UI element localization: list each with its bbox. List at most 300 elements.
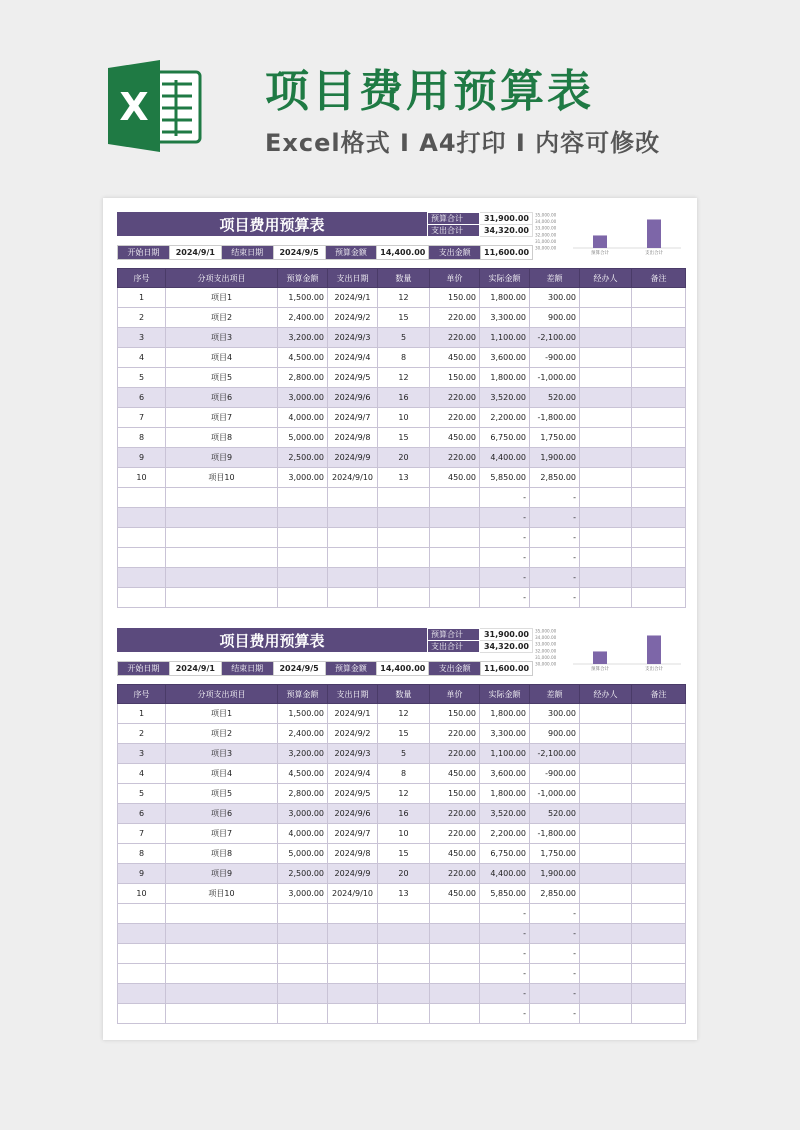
table-cell[interactable] (378, 548, 430, 568)
table-cell[interactable]: 项目10 (166, 884, 278, 904)
table-cell[interactable]: 10 (118, 468, 166, 488)
table-cell[interactable] (580, 884, 632, 904)
table-cell[interactable]: 220.00 (430, 328, 480, 348)
table-cell[interactable]: 4 (118, 348, 166, 368)
table-cell[interactable] (580, 804, 632, 824)
table-cell[interactable] (378, 528, 430, 548)
table-cell[interactable]: - (530, 924, 580, 944)
table-cell[interactable]: 5 (378, 744, 430, 764)
table-cell[interactable]: 1,100.00 (480, 744, 530, 764)
table-cell[interactable]: 7 (118, 824, 166, 844)
table-cell[interactable]: -900.00 (530, 348, 580, 368)
table-cell[interactable]: - (530, 548, 580, 568)
table-cell[interactable]: 450.00 (430, 468, 480, 488)
table-cell[interactable] (632, 764, 686, 784)
table-cell[interactable] (580, 308, 632, 328)
table-cell[interactable]: 20 (378, 864, 430, 884)
table-cell[interactable] (580, 784, 632, 804)
table-cell[interactable]: - (530, 568, 580, 588)
table-cell[interactable]: 项目1 (166, 704, 278, 724)
table-cell[interactable]: 2024/9/2 (328, 724, 378, 744)
table-cell[interactable] (580, 468, 632, 488)
table-cell[interactable] (328, 508, 378, 528)
table-cell[interactable] (632, 804, 686, 824)
table-cell[interactable]: -1,800.00 (530, 408, 580, 428)
table-cell[interactable] (166, 588, 278, 608)
table-cell[interactable] (580, 904, 632, 924)
table-cell[interactable] (430, 924, 480, 944)
table-cell[interactable]: 2,400.00 (278, 308, 328, 328)
table-cell[interactable]: - (530, 904, 580, 924)
table-cell[interactable] (328, 528, 378, 548)
table-cell[interactable]: 1 (118, 704, 166, 724)
table-cell[interactable]: 2024/9/3 (328, 744, 378, 764)
table-cell[interactable] (278, 1004, 328, 1024)
table-cell[interactable]: - (530, 984, 580, 1004)
table-cell[interactable]: 15 (378, 844, 430, 864)
table-cell[interactable]: - (480, 508, 530, 528)
table-cell[interactable]: 300.00 (530, 704, 580, 724)
table-cell[interactable]: 150.00 (430, 368, 480, 388)
table-cell[interactable]: 1 (118, 288, 166, 308)
table-cell[interactable]: 2024/9/6 (328, 804, 378, 824)
table-cell[interactable]: - (530, 944, 580, 964)
table-cell[interactable]: -900.00 (530, 764, 580, 784)
table-cell[interactable]: 2024/9/7 (328, 824, 378, 844)
table-cell[interactable]: 3,300.00 (480, 308, 530, 328)
table-cell[interactable] (632, 984, 686, 1004)
table-cell[interactable] (580, 864, 632, 884)
table-cell[interactable] (430, 944, 480, 964)
table-cell[interactable]: 1,500.00 (278, 288, 328, 308)
table-cell[interactable]: 2024/9/10 (328, 468, 378, 488)
table-cell[interactable]: 项目5 (166, 368, 278, 388)
table-cell[interactable] (632, 588, 686, 608)
table-cell[interactable]: 2,850.00 (530, 468, 580, 488)
table-cell[interactable]: 1,750.00 (530, 428, 580, 448)
table-cell[interactable]: 5,000.00 (278, 428, 328, 448)
table-cell[interactable]: - (530, 488, 580, 508)
table-cell[interactable]: 4,500.00 (278, 764, 328, 784)
table-cell[interactable]: - (480, 964, 530, 984)
table-cell[interactable] (328, 1004, 378, 1024)
table-cell[interactable] (580, 964, 632, 984)
table-cell[interactable] (632, 408, 686, 428)
table-cell[interactable]: 7 (118, 408, 166, 428)
table-cell[interactable] (378, 588, 430, 608)
table-cell[interactable] (166, 944, 278, 964)
table-cell[interactable]: -1,800.00 (530, 824, 580, 844)
table-cell[interactable] (632, 508, 686, 528)
table-cell[interactable] (118, 904, 166, 924)
table-cell[interactable]: 10 (378, 824, 430, 844)
table-cell[interactable] (430, 508, 480, 528)
table-cell[interactable]: 6,750.00 (480, 428, 530, 448)
table-cell[interactable]: 3,000.00 (278, 468, 328, 488)
table-cell[interactable]: 1,500.00 (278, 704, 328, 724)
table-cell[interactable]: 13 (378, 468, 430, 488)
table-cell[interactable] (166, 924, 278, 944)
table-cell[interactable] (580, 528, 632, 548)
table-cell[interactable]: 1,800.00 (480, 368, 530, 388)
table-cell[interactable] (632, 704, 686, 724)
table-cell[interactable]: 4,400.00 (480, 448, 530, 468)
table-cell[interactable] (166, 984, 278, 1004)
table-cell[interactable] (378, 984, 430, 1004)
table-cell[interactable]: 8 (378, 348, 430, 368)
table-cell[interactable]: 2024/9/1 (328, 704, 378, 724)
table-cell[interactable] (378, 508, 430, 528)
table-cell[interactable] (580, 368, 632, 388)
table-cell[interactable]: 2024/9/6 (328, 388, 378, 408)
table-cell[interactable] (430, 984, 480, 1004)
table-cell[interactable]: 220.00 (430, 744, 480, 764)
table-cell[interactable] (580, 408, 632, 428)
table-cell[interactable] (166, 548, 278, 568)
table-cell[interactable] (430, 588, 480, 608)
table-cell[interactable]: -2,100.00 (530, 744, 580, 764)
table-cell[interactable]: 2 (118, 308, 166, 328)
table-cell[interactable] (166, 964, 278, 984)
table-cell[interactable] (430, 1004, 480, 1024)
table-cell[interactable]: 220.00 (430, 804, 480, 824)
table-cell[interactable]: - (480, 1004, 530, 1024)
table-cell[interactable]: 5 (378, 328, 430, 348)
table-cell[interactable] (632, 308, 686, 328)
table-cell[interactable] (166, 568, 278, 588)
table-cell[interactable]: - (480, 528, 530, 548)
table-cell[interactable]: 6 (118, 804, 166, 824)
summary-value[interactable]: 31,900.00 (480, 213, 533, 225)
table-cell[interactable]: 5 (118, 368, 166, 388)
table-cell[interactable] (278, 964, 328, 984)
start-date-value[interactable]: 2024/9/1 (169, 662, 221, 676)
table-cell[interactable] (328, 548, 378, 568)
table-cell[interactable]: 2024/9/9 (328, 864, 378, 884)
table-cell[interactable] (278, 944, 328, 964)
table-cell[interactable]: 4,500.00 (278, 348, 328, 368)
table-cell[interactable] (580, 488, 632, 508)
table-cell[interactable]: - (530, 1004, 580, 1024)
table-cell[interactable] (118, 528, 166, 548)
table-cell[interactable]: 16 (378, 388, 430, 408)
table-cell[interactable] (580, 704, 632, 724)
table-cell[interactable] (378, 1004, 430, 1024)
table-cell[interactable] (278, 508, 328, 528)
table-cell[interactable]: 项目9 (166, 864, 278, 884)
spend-amount-value[interactable]: 11,600.00 (481, 246, 533, 260)
table-cell[interactable] (430, 548, 480, 568)
table-cell[interactable]: 15 (378, 308, 430, 328)
table-cell[interactable] (580, 568, 632, 588)
table-cell[interactable]: - (530, 508, 580, 528)
table-cell[interactable]: 3 (118, 328, 166, 348)
table-cell[interactable] (378, 568, 430, 588)
table-cell[interactable] (580, 764, 632, 784)
table-cell[interactable]: 12 (378, 288, 430, 308)
table-cell[interactable] (580, 844, 632, 864)
table-cell[interactable] (278, 488, 328, 508)
table-cell[interactable] (278, 528, 328, 548)
table-cell[interactable]: 4,400.00 (480, 864, 530, 884)
table-cell[interactable]: 220.00 (430, 724, 480, 744)
table-cell[interactable] (632, 488, 686, 508)
table-cell[interactable] (118, 508, 166, 528)
table-cell[interactable] (632, 904, 686, 924)
table-cell[interactable] (580, 448, 632, 468)
table-cell[interactable]: 1,800.00 (480, 784, 530, 804)
table-cell[interactable]: 3 (118, 744, 166, 764)
table-cell[interactable]: 项目4 (166, 764, 278, 784)
table-cell[interactable] (580, 348, 632, 368)
table-cell[interactable]: 9 (118, 448, 166, 468)
table-cell[interactable]: - (480, 488, 530, 508)
table-cell[interactable] (278, 548, 328, 568)
table-cell[interactable] (580, 984, 632, 1004)
table-cell[interactable] (118, 924, 166, 944)
table-cell[interactable]: 项目2 (166, 308, 278, 328)
table-cell[interactable]: 4,000.00 (278, 408, 328, 428)
table-cell[interactable]: 220.00 (430, 388, 480, 408)
table-cell[interactable]: 8 (118, 428, 166, 448)
table-cell[interactable]: 9 (118, 864, 166, 884)
table-cell[interactable]: - (480, 904, 530, 924)
table-cell[interactable]: 450.00 (430, 348, 480, 368)
table-cell[interactable] (166, 904, 278, 924)
table-cell[interactable] (278, 588, 328, 608)
summary-value[interactable]: 34,320.00 (480, 225, 533, 237)
table-cell[interactable] (118, 568, 166, 588)
table-cell[interactable]: 12 (378, 784, 430, 804)
table-cell[interactable]: 项目3 (166, 744, 278, 764)
table-cell[interactable] (632, 1004, 686, 1024)
table-cell[interactable]: 3,000.00 (278, 884, 328, 904)
table-cell[interactable] (632, 448, 686, 468)
table-cell[interactable]: -2,100.00 (530, 328, 580, 348)
table-cell[interactable]: 3,200.00 (278, 744, 328, 764)
table-cell[interactable]: 项目3 (166, 328, 278, 348)
table-cell[interactable]: 10 (118, 884, 166, 904)
table-cell[interactable]: 8 (378, 764, 430, 784)
table-cell[interactable]: 项目8 (166, 428, 278, 448)
table-cell[interactable] (378, 964, 430, 984)
table-cell[interactable]: 3,600.00 (480, 348, 530, 368)
table-cell[interactable]: 项目9 (166, 448, 278, 468)
table-cell[interactable]: 220.00 (430, 448, 480, 468)
table-cell[interactable] (378, 488, 430, 508)
summary-value[interactable]: 34,320.00 (480, 641, 533, 653)
table-cell[interactable]: - (480, 568, 530, 588)
table-cell[interactable]: 2024/9/4 (328, 348, 378, 368)
table-cell[interactable]: 1,900.00 (530, 864, 580, 884)
table-cell[interactable]: 3,520.00 (480, 804, 530, 824)
table-cell[interactable]: 项目8 (166, 844, 278, 864)
budget-amount-value[interactable]: 14,400.00 (377, 662, 429, 676)
table-cell[interactable] (632, 288, 686, 308)
table-cell[interactable]: 150.00 (430, 288, 480, 308)
end-date-value[interactable]: 2024/9/5 (273, 246, 325, 260)
table-cell[interactable] (580, 1004, 632, 1024)
table-cell[interactable]: 2,200.00 (480, 824, 530, 844)
table-cell[interactable]: 16 (378, 804, 430, 824)
table-cell[interactable] (632, 964, 686, 984)
table-cell[interactable]: 2024/9/10 (328, 884, 378, 904)
table-cell[interactable]: 2,500.00 (278, 864, 328, 884)
table-cell[interactable] (580, 428, 632, 448)
table-cell[interactable]: 15 (378, 724, 430, 744)
table-cell[interactable]: 项目10 (166, 468, 278, 488)
table-cell[interactable] (430, 528, 480, 548)
table-cell[interactable] (580, 508, 632, 528)
table-cell[interactable]: - (480, 944, 530, 964)
table-cell[interactable]: 2,400.00 (278, 724, 328, 744)
table-cell[interactable]: 150.00 (430, 784, 480, 804)
table-cell[interactable]: 12 (378, 368, 430, 388)
table-cell[interactable]: - (480, 548, 530, 568)
table-cell[interactable]: 300.00 (530, 288, 580, 308)
table-cell[interactable] (632, 528, 686, 548)
table-cell[interactable] (328, 924, 378, 944)
table-cell[interactable]: - (480, 924, 530, 944)
table-cell[interactable]: 3,000.00 (278, 804, 328, 824)
table-cell[interactable] (632, 368, 686, 388)
table-cell[interactable] (118, 984, 166, 1004)
summary-value[interactable]: 31,900.00 (480, 629, 533, 641)
table-cell[interactable]: 1,900.00 (530, 448, 580, 468)
table-cell[interactable]: 6,750.00 (480, 844, 530, 864)
table-cell[interactable] (580, 588, 632, 608)
table-cell[interactable]: 3,300.00 (480, 724, 530, 744)
table-cell[interactable]: - (480, 588, 530, 608)
table-cell[interactable]: 2024/9/5 (328, 368, 378, 388)
table-cell[interactable]: 4 (118, 764, 166, 784)
table-cell[interactable] (166, 528, 278, 548)
table-cell[interactable]: 10 (378, 408, 430, 428)
table-cell[interactable]: 5,850.00 (480, 468, 530, 488)
table-cell[interactable]: 900.00 (530, 308, 580, 328)
table-cell[interactable]: 450.00 (430, 428, 480, 448)
table-cell[interactable] (118, 1004, 166, 1024)
table-cell[interactable]: 2024/9/4 (328, 764, 378, 784)
table-cell[interactable]: 2,800.00 (278, 784, 328, 804)
table-cell[interactable]: 3,000.00 (278, 388, 328, 408)
table-cell[interactable]: 8 (118, 844, 166, 864)
table-cell[interactable] (278, 568, 328, 588)
table-cell[interactable]: 220.00 (430, 408, 480, 428)
table-cell[interactable]: 12 (378, 704, 430, 724)
table-cell[interactable]: 2024/9/1 (328, 288, 378, 308)
table-cell[interactable]: 1,800.00 (480, 704, 530, 724)
table-cell[interactable]: 2024/9/3 (328, 328, 378, 348)
table-cell[interactable] (580, 824, 632, 844)
table-cell[interactable]: 220.00 (430, 308, 480, 328)
table-cell[interactable] (580, 388, 632, 408)
table-cell[interactable] (430, 568, 480, 588)
table-cell[interactable] (378, 924, 430, 944)
table-cell[interactable]: 4,000.00 (278, 824, 328, 844)
table-cell[interactable] (632, 744, 686, 764)
table-cell[interactable]: 450.00 (430, 844, 480, 864)
table-cell[interactable]: -1,000.00 (530, 784, 580, 804)
table-cell[interactable]: 1,100.00 (480, 328, 530, 348)
table-cell[interactable] (632, 724, 686, 744)
table-cell[interactable] (328, 984, 378, 1004)
table-cell[interactable]: 项目2 (166, 724, 278, 744)
table-cell[interactable]: 2,800.00 (278, 368, 328, 388)
table-cell[interactable]: 220.00 (430, 824, 480, 844)
table-cell[interactable] (632, 328, 686, 348)
table-cell[interactable]: 5,000.00 (278, 844, 328, 864)
table-cell[interactable]: 15 (378, 428, 430, 448)
table-cell[interactable] (632, 784, 686, 804)
table-cell[interactable] (278, 924, 328, 944)
table-cell[interactable] (278, 984, 328, 1004)
table-cell[interactable] (632, 924, 686, 944)
table-cell[interactable]: 450.00 (430, 884, 480, 904)
table-cell[interactable]: 2 (118, 724, 166, 744)
table-cell[interactable]: 2024/9/2 (328, 308, 378, 328)
table-cell[interactable]: 150.00 (430, 704, 480, 724)
table-cell[interactable]: 2024/9/8 (328, 844, 378, 864)
table-cell[interactable] (632, 944, 686, 964)
start-date-value[interactable]: 2024/9/1 (169, 246, 221, 260)
table-cell[interactable]: 520.00 (530, 804, 580, 824)
table-cell[interactable] (580, 328, 632, 348)
table-cell[interactable]: 520.00 (530, 388, 580, 408)
table-cell[interactable] (328, 568, 378, 588)
budget-amount-value[interactable]: 14,400.00 (377, 246, 429, 260)
table-cell[interactable] (580, 724, 632, 744)
table-cell[interactable] (118, 488, 166, 508)
table-cell[interactable] (580, 288, 632, 308)
table-cell[interactable] (166, 508, 278, 528)
table-cell[interactable]: - (530, 588, 580, 608)
table-cell[interactable] (632, 884, 686, 904)
table-cell[interactable] (278, 904, 328, 924)
table-cell[interactable] (378, 904, 430, 924)
table-cell[interactable] (430, 964, 480, 984)
table-cell[interactable]: 2024/9/7 (328, 408, 378, 428)
table-cell[interactable]: 项目5 (166, 784, 278, 804)
spend-amount-value[interactable]: 11,600.00 (481, 662, 533, 676)
table-cell[interactable] (328, 904, 378, 924)
end-date-value[interactable]: 2024/9/5 (273, 662, 325, 676)
table-cell[interactable] (328, 488, 378, 508)
table-cell[interactable]: 13 (378, 884, 430, 904)
table-cell[interactable] (118, 548, 166, 568)
table-cell[interactable]: 900.00 (530, 724, 580, 744)
table-cell[interactable]: - (480, 984, 530, 1004)
table-cell[interactable] (632, 468, 686, 488)
table-cell[interactable]: 2,500.00 (278, 448, 328, 468)
table-cell[interactable]: 2,200.00 (480, 408, 530, 428)
table-cell[interactable] (632, 824, 686, 844)
table-cell[interactable]: -1,000.00 (530, 368, 580, 388)
table-cell[interactable]: 450.00 (430, 764, 480, 784)
table-cell[interactable] (580, 744, 632, 764)
table-cell[interactable] (632, 864, 686, 884)
table-cell[interactable]: 2,850.00 (530, 884, 580, 904)
table-cell[interactable]: 1,800.00 (480, 288, 530, 308)
table-cell[interactable]: 项目4 (166, 348, 278, 368)
table-cell[interactable]: - (530, 528, 580, 548)
table-cell[interactable] (118, 944, 166, 964)
table-cell[interactable]: - (530, 964, 580, 984)
table-cell[interactable] (632, 428, 686, 448)
table-cell[interactable] (166, 1004, 278, 1024)
table-cell[interactable]: 6 (118, 388, 166, 408)
table-cell[interactable] (118, 964, 166, 984)
